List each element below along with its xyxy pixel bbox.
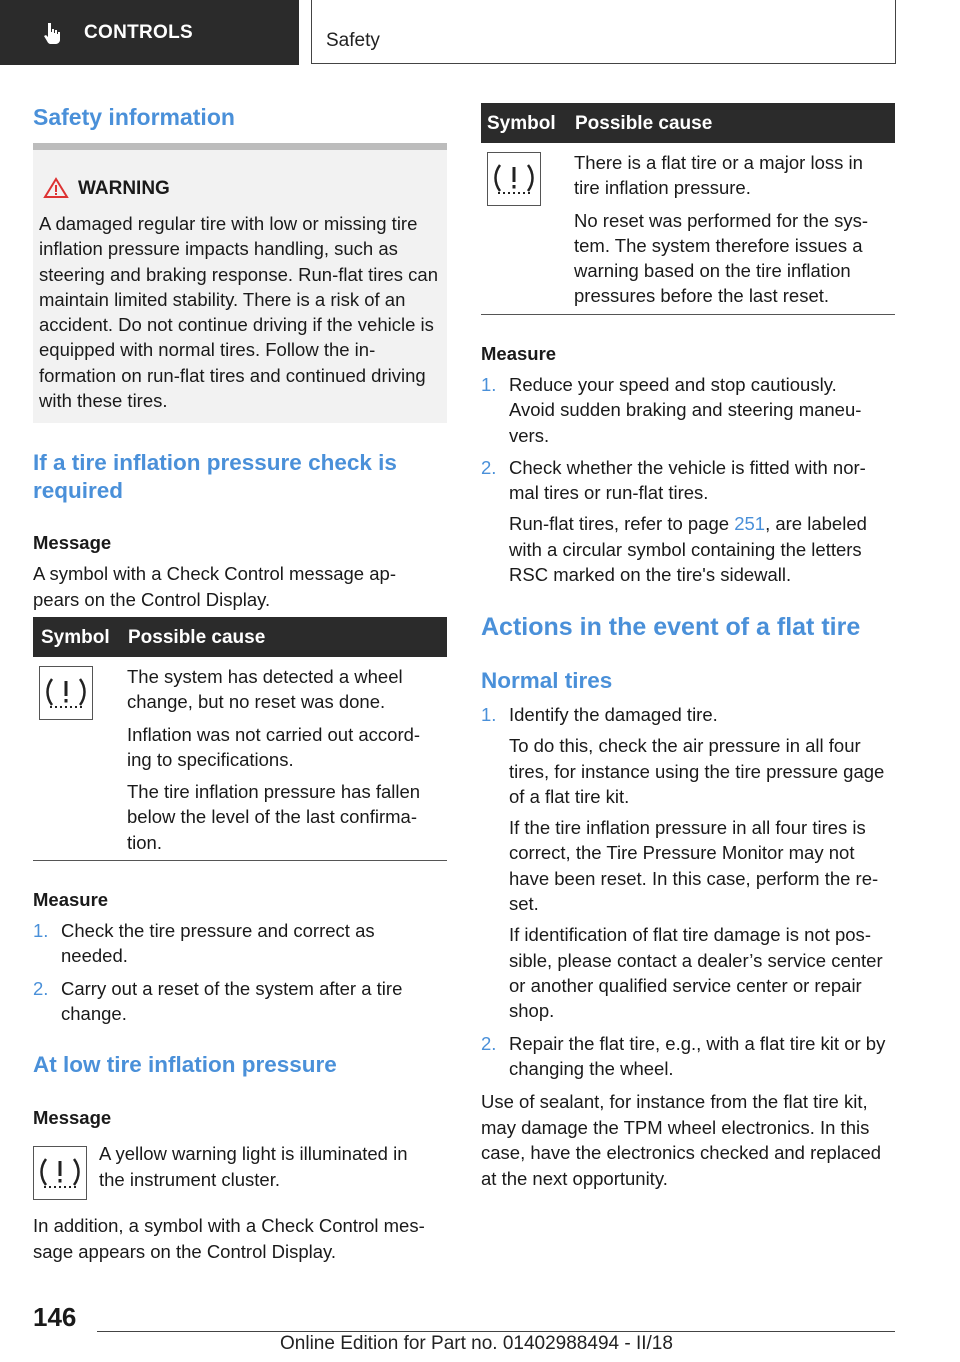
table-header bbox=[481, 103, 895, 143]
sealant-text: Use of sealant, for instance from the flat tire kit, may damage the TPM wheel electronics. In this case, have the electronics checked and replaced at the next opportunity. bbox=[481, 1091, 882, 1189]
list-text: Check whether the vehicle is fitted with normal tires or run-flat tires. bbox=[509, 456, 866, 504]
list-text: Identify the damaged tire. bbox=[509, 704, 718, 725]
footer-edition: Online Edition for Part no. 01402988494 - II/18 bbox=[280, 1333, 673, 1354]
chapter-title: CONTROLS bbox=[84, 21, 194, 43]
low-message-text: A yellow warning light is illuminated in the instrument cluster. bbox=[99, 1143, 408, 1190]
normal-tires-list bbox=[481, 702, 895, 1088]
cause-item: No reset was performed for the system. The system therefore issues a warning based on the tire inflation pressures before the last reset. bbox=[574, 209, 869, 307]
list-number: 2. bbox=[481, 1032, 497, 1054]
measure-list-right bbox=[481, 372, 886, 594]
tire-pressure-warning-icon bbox=[487, 152, 541, 206]
list-subtext: Run-flat tires, refer to page 251, are labeled with a circular symbol containing the letters RSC marked on the tire's sidewall. bbox=[509, 513, 867, 586]
cause-list-left bbox=[127, 664, 437, 862]
message-text: A symbol with a Check Control message appears on the Control Display. bbox=[33, 563, 396, 610]
table-divider bbox=[33, 860, 447, 861]
page-link[interactable]: 251 bbox=[734, 513, 766, 535]
section-tab[interactable] bbox=[311, 0, 896, 64]
list-item bbox=[481, 702, 895, 1024]
page-number: 146 bbox=[33, 1302, 77, 1332]
list-number: 2. bbox=[481, 456, 497, 478]
list-item bbox=[33, 976, 413, 1027]
actions-heading: Actions in the event of a flat tire bbox=[481, 613, 861, 641]
list-number: 2. bbox=[33, 977, 49, 999]
col-symbol: Symbol bbox=[487, 113, 556, 134]
section-title: Safety bbox=[326, 30, 380, 51]
measure-label: Measure bbox=[481, 343, 557, 364]
list-subtext: If the tire inflation pressure in all four tires is correct, the Tire Pressure Monitor may not have been reset. In this case, perform the reset. bbox=[509, 817, 879, 915]
cause-item: There is a flat tire or a major loss in tire inflation pressure. bbox=[574, 152, 863, 199]
list-number: 1. bbox=[33, 920, 49, 941]
warning-box bbox=[33, 143, 447, 423]
warning-label: WARNING bbox=[78, 178, 170, 199]
low-pressure-heading: At low tire inflation pressure bbox=[33, 1052, 337, 1077]
col-cause: Possible cause bbox=[128, 627, 266, 648]
footer-rule bbox=[97, 1331, 895, 1332]
list-text: Carry out a reset of the system after a tire change. bbox=[61, 977, 403, 1024]
list-text: Repair the flat tire, e.g., with a flat tire kit or by changing the wheel. bbox=[509, 1032, 886, 1079]
list-text: Check the tire pressure and correct as needed. bbox=[61, 920, 375, 967]
warning-triangle-icon bbox=[43, 177, 69, 204]
measure-label: Measure bbox=[33, 889, 109, 910]
list-subtext: To do this, check the air pressure in all four tires, for instance using the tire pressure gage of a flat tire kit. bbox=[509, 735, 885, 807]
list-item bbox=[481, 1031, 895, 1082]
normal-tires-heading: Normal tires bbox=[481, 668, 613, 693]
tire-pressure-warning-icon bbox=[33, 1146, 87, 1200]
low-addition-text: In addition, a symbol with a Check Control message appears on the Control Display. bbox=[33, 1215, 425, 1262]
list-item bbox=[481, 372, 886, 448]
message-label: Message bbox=[33, 532, 112, 553]
cause-list-right bbox=[574, 150, 884, 316]
hand-pointer-icon bbox=[40, 21, 64, 45]
cause-item: Inflation was not carried out according to specifications. bbox=[127, 723, 421, 770]
warning-text: A damaged regular tire with low or missing tire inflation pressure impacts handling, such as steering and braking response. Run-flat tires can maintain limited stability. There is a risk of an accident. Do not continue driving if the vehicle is equipped with normal tires. Follow the information on run-flat tires and continued driving with these tires. bbox=[39, 213, 438, 412]
list-item bbox=[33, 918, 413, 969]
check-required-heading: If a tire inflation pressure check is required bbox=[33, 450, 397, 503]
list-text: Reduce your speed and stop cautiously. Avoid sudden braking and steering maneuvers. bbox=[509, 374, 862, 446]
measure-list-left bbox=[33, 918, 413, 1033]
col-cause: Possible cause bbox=[575, 113, 713, 134]
cause-item: The tire inflation pressure has fallen below the level of the last confirmation. bbox=[127, 781, 421, 853]
low-message-label: Message bbox=[33, 1107, 112, 1128]
cause-item: The system has detected a wheel change, but no reset was done. bbox=[127, 666, 403, 713]
table-divider bbox=[481, 314, 895, 315]
page-title: Safety information bbox=[33, 104, 235, 130]
chapter-tab[interactable] bbox=[0, 0, 299, 65]
list-number: 1. bbox=[481, 374, 497, 395]
table-header bbox=[33, 617, 447, 657]
col-symbol: Symbol bbox=[41, 627, 110, 648]
list-number: 1. bbox=[481, 704, 497, 725]
list-subtext: If identification of flat tire damage is not possible, please contact a dealer’s service center or another qualified service center or repair shop. bbox=[509, 924, 883, 1022]
tire-pressure-warning-icon bbox=[39, 666, 93, 720]
list-item bbox=[481, 455, 886, 587]
